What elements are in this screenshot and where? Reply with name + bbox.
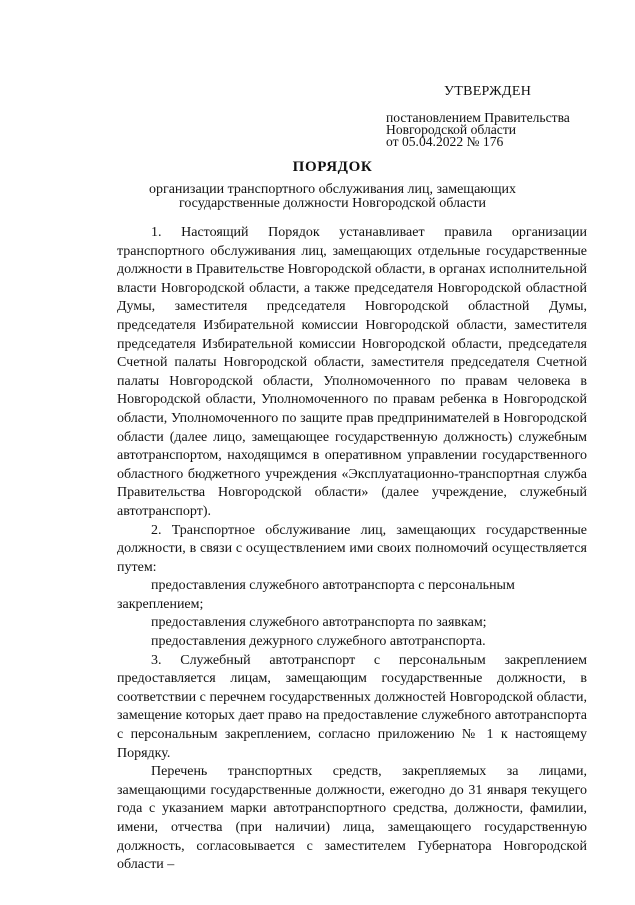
- approval-line-1: постановлением Правительства: [386, 110, 570, 125]
- approval-stamp: УТВЕРЖДЕН: [444, 84, 532, 99]
- paragraph-2: 2. Транспортное обслуживание лиц, замещающих государственные должности, в связи с осуществлением ими своих полномочий осуществляется путем:: [117, 522, 587, 575]
- list-item-2: предоставления служебного автотранспорта по заявкам;: [151, 615, 487, 631]
- approval-line-3: от 05.04.2022 № 176: [386, 134, 504, 149]
- list-item-1: предоставления служебного автотранспорта с персональным закреплением;: [117, 578, 515, 612]
- paragraph-1: 1. Настоящий Порядок устанавливает правила организации транспортного обслуживания лиц, замещающих отдельные государственные должности в Правительстве Новгородской области, в органах исполнительной власти Новгородской области, а также председателя Новгородской областной Думы, заместителя председателя Новгородской областной Думы, председателя Избирательной комиссии Новгородской области, заместителя председателя Избирательной комиссии Новгородской области, председателя Счетной палаты Новгородской области, заместителя председателя Счетной палаты Новгородской области, Уполномоченного по правам человека в Новгородской области, Уполномоченного по правам ребенка в Новгородской области, Уполномоченного по защите прав предпринимателей в Новгородской области (далее лицо, замещающее государственную должность) служебным автотранспортом, находящимся в оперативном управлении государственного областного бюджетного учреждения «Эксплуатационно-транспортная служба Правительства Новгородской области» (далее учреждение, служебный автотранспорт).: [117, 225, 587, 519]
- document-body: [117, 224, 587, 875]
- document-subtitle: [0, 183, 635, 211]
- approval-block: [386, 86, 626, 148]
- paragraph-3: 3. Служебный автотранспорт с персональным закреплением предоставляется лицам, замещающим государственные должности, в соответствии с перечнем государственных должностей Новгородской области, замещение которых дает право на предоставление служебного автотранспорта с персональным закреплением, согласно приложению № 1 к настоящему Порядку.: [117, 652, 587, 761]
- document-title: ПОРЯДОК: [292, 159, 373, 175]
- list-item-3: предоставления дежурного служебного автотранспорта.: [151, 634, 486, 650]
- subtitle-line-1: организации транспортного обслуживания лиц, замещающих: [148, 182, 517, 197]
- approval-line-2: Новгородской области: [386, 122, 517, 137]
- paragraph-4: Перечень транспортных средств, закрепляемых за лицами, замещающими государственные должности, ежегодно до 31 января текущего года с указанием марки автотранспортного средства, должности, фамилии, имени, отчества (при наличии) лица, замещающего государственную должность, согласовывается с заместителем Губернатора Новгородской области –: [117, 764, 587, 873]
- subtitle-line-2: государственные должности Новгородской области: [178, 196, 487, 211]
